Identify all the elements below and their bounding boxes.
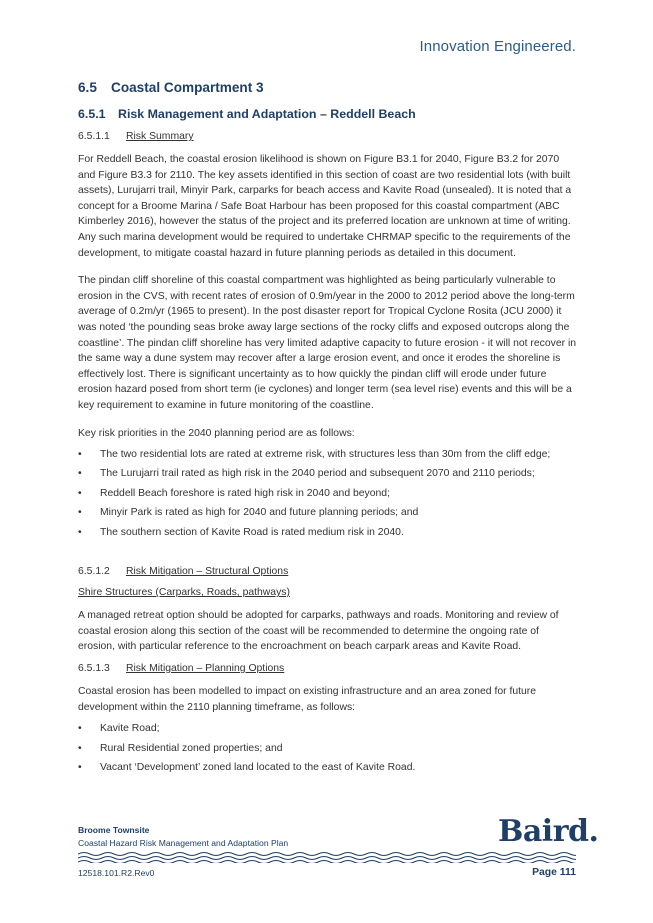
bullet-icon: • <box>78 507 82 519</box>
list-item: • Minyir Park is rated as high for 2040 and future planning periods; and <box>78 505 578 521</box>
document-reference: 12518.101.R2.Rev0 <box>78 868 155 878</box>
planning-options-title: Risk Mitigation – Planning Options <box>126 663 285 675</box>
subsection-heading <box>78 107 578 121</box>
risk-summary-number: 6.5.1.1 <box>78 131 110 142</box>
list-item: • Rural Residential zoned properties; and <box>78 741 578 757</box>
bullet-icon: • <box>78 526 82 538</box>
list-item: • The southern section of Kavite Road is rated medium risk in 2040. <box>78 525 578 541</box>
planning-impacts-list <box>78 721 578 775</box>
list-item: • Vacant ‘Development’ zoned land located to the east of Kavite Road. <box>78 760 578 776</box>
risk-summary-paragraph-1: For Reddell Beach, the coastal erosion likelihood is shown on Figure B3.1 for 2040, Figure B3.2 for 2070 and Figure B3.3 for 2110. The key assets identified in this section of coast are two residential lots (with built assets), Lurujarri trail, Minyir Park, carparks for beach access and Kavite Road (unsealed). It is noted that a concept for a Broome Marina / Safe Boat Harbour has been proposed for this coastal compartment (ABC Kimberley 2016), however the status of the project and its preferred location are unknown at time of writing. Any such marina development would be required to undertake CHRMAP specific to the requirements of the development, to mitigate coastal hazard in future planning periods as detailed in this document. <box>78 154 572 259</box>
risk-priorities-intro: Key risk priorities in the 2040 planning period are as follows: <box>78 427 355 439</box>
list-item: • Reddell Beach foreshore is rated high risk in 2040 and beyond; <box>78 486 578 502</box>
structural-options-title: Risk Mitigation – Structural Options <box>126 566 289 578</box>
footer-wave-rule <box>78 851 576 863</box>
structural-options-number: 6.5.1.2 <box>78 566 110 578</box>
planning-options-paragraph: Coastal erosion has been modelled to impact on existing infrastructure and an area zoned for future development within the 2110 planning timeframe, as follows: <box>78 686 537 713</box>
bullet-icon: • <box>78 449 82 461</box>
bullet-icon: • <box>78 762 82 773</box>
subsection-title: Risk Management and Adaptation – Reddell Beach <box>118 107 416 121</box>
page-number: Page 111 <box>532 867 576 878</box>
section-number: 6.5 <box>78 80 97 95</box>
planning-options-number: 6.5.1.3 <box>78 663 110 675</box>
section-heading <box>78 80 578 95</box>
risk-summary-paragraph-2: The pindan cliff shoreline of this coastal compartment was highlighted as being particularly vulnerable to erosion in the CVS, with recent rates of erosion of 0.9m/year in the 2000 to 2012 period above the long-term average of 0.2m/yr (1965 to present). In the post disaster report for Tropical Cyclone Rosita (JCU 2000) it was noted ‘the pounding seas broke away large sections of the rocky cliffs and exposed outcrops along the coastline’. The pindan cliff shoreline has very limited adaptive capacity to future erosion - it will not recover in the same way a dune system may recover after a large erosion event, and once it erodes the shoreline is effectively lost. There is significant uncertainty as to how quickly the pindan cliff will erode under future erosion hazard posed from short term (ie cyclones) and longer term (sea level rise) events and this will be a key requirement to examine in future monitoring of the coastline. <box>78 275 577 411</box>
list-item: • The two residential lots are rated at extreme risk, with structures less than 30m from the cliff edge; <box>78 447 578 463</box>
shire-structures-subheading: Shire Structures (Carparks, Roads, pathways) <box>78 587 290 599</box>
risk-priorities-list <box>78 447 578 540</box>
subsection-number: 6.5.1 <box>78 107 106 121</box>
baird-logo: Baird. <box>498 814 599 849</box>
bullet-icon: • <box>78 487 82 499</box>
risk-summary-heading <box>78 131 578 142</box>
list-item: • The Lurujarri trail rated as high risk in the 2040 period and subsequent 2070 and 2110 periods; <box>78 466 578 482</box>
footer-subtitle: Coastal Hazard Risk Management and Adaptation Plan <box>78 838 289 848</box>
header-tagline: Innovation Engineered. <box>419 38 576 55</box>
risk-summary-title: Risk Summary <box>126 131 194 142</box>
list-item: • Kavite Road; <box>78 721 578 737</box>
bullet-icon: • <box>78 742 82 754</box>
planning-options-heading <box>78 663 578 674</box>
section-title: Coastal Compartment 3 <box>111 80 264 95</box>
structural-options-paragraph: A managed retreat option should be adopted for carparks, pathways and roads. Monitoring and review of coastal erosion along this section of the coast will be recommended to determine the ongoing rate of erosion, with particular reference to the encroachment on beach carpark areas and Kavite Road. <box>78 610 559 653</box>
bullet-icon: • <box>78 723 82 735</box>
page-content <box>78 80 578 788</box>
bullet-icon: • <box>78 468 82 480</box>
footer-title: Broome Townsite <box>78 825 150 835</box>
structural-options-heading <box>78 566 578 577</box>
